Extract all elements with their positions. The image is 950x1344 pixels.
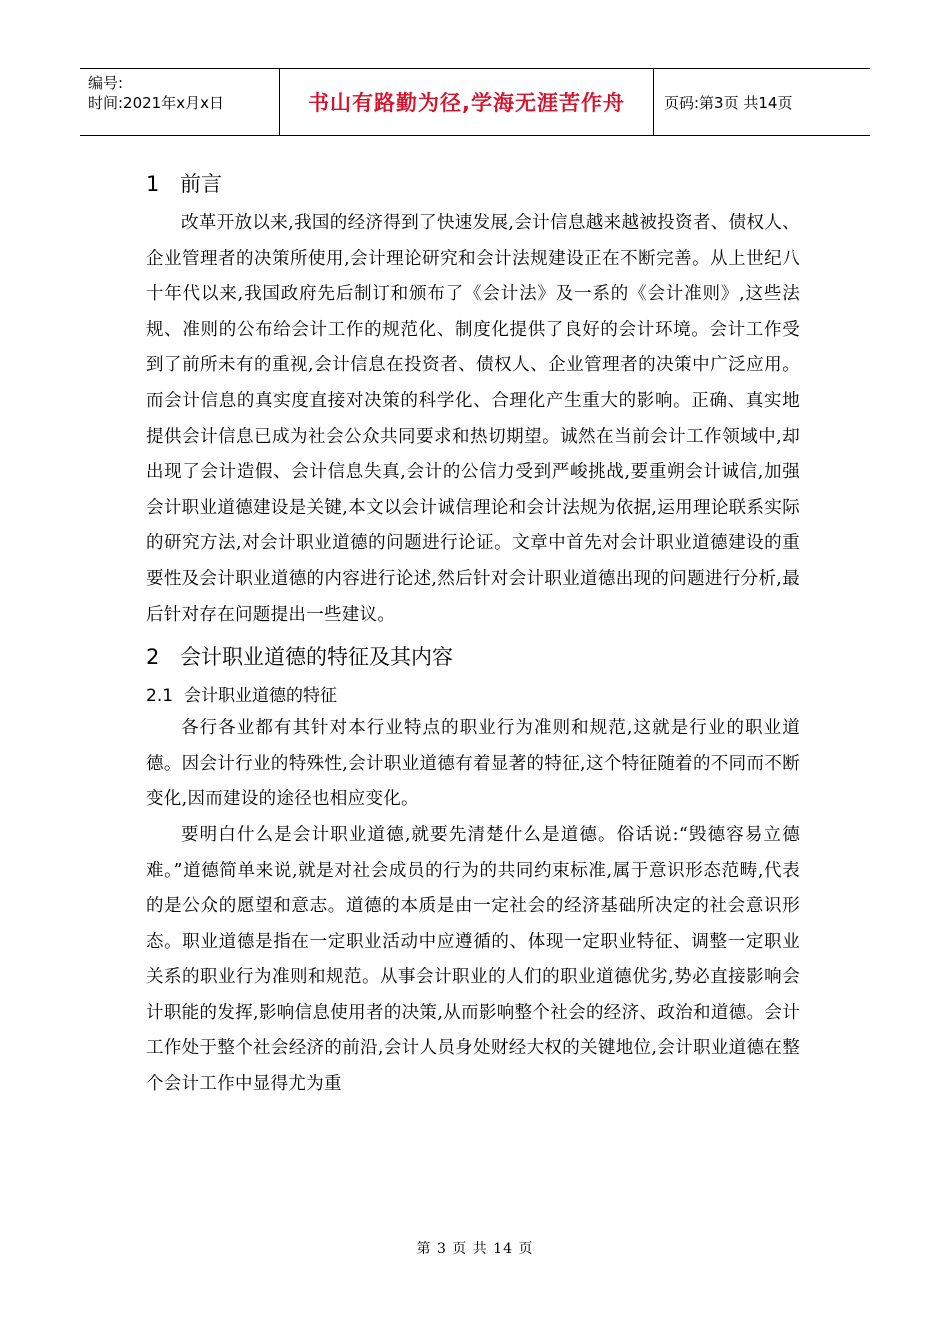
section-title: 会计职业道德的特征及其内容 <box>180 645 453 670</box>
subsection-number: 2.1 <box>146 686 174 707</box>
time-label: 时间:2021年x月x日 <box>88 94 224 112</box>
section-title: 前言 <box>180 172 222 196</box>
section-heading-1 <box>146 166 800 202</box>
document-body <box>146 166 800 1103</box>
header-meta <box>80 69 280 135</box>
number-label: 编号: <box>88 74 124 92</box>
page-header <box>80 68 870 136</box>
section-number: 2 <box>146 645 160 670</box>
subsection-title: 会计职业道德的特征 <box>184 686 337 707</box>
section-heading-2 <box>146 639 800 675</box>
subsection-heading-2-1 <box>146 681 800 711</box>
paragraph: 要明白什么是会计职业道德,就要先清楚什么是道德。俗话说:“毁德容易立德难。”道德简单来说,就是对社会成员的行为的共同约束标准,属于意识形态范畴,代表的是公众的愿望和意志。道德的本质是由一定社会的经济基础所决定的社会意识形态。职业道德是指在一定职业活动中应遵循的、体现一定职业特征、调整一定职业关系的职业行为准则和规范。从事会计职业的人们的职业道德优劣,势必直接影响会计职能的发挥,影响信息使用者的决策,从而影响整个社会的经济、政治和道德。会计工作处于整个社会经济的前沿,会计人员身处财经大权的关键地位,会计职业道德在整个会计工作中显得尤为重 <box>146 824 800 1095</box>
paragraph: 改革开放以来,我国的经济得到了快速发展,会计信息越来越被投资者、债权人、企业管理者的决策所使用,会计理论研究和会计法规建设正在不断完善。从上世纪八十年代以来,我国政府先后制订和颁布了《会计法》及一系的《会计准则》,这些法规、准则的公布给会计工作的规范化、制度化提供了良好的会计环境。会计工作受到了前所未有的重视,会计信息在投资者、债权人、企业管理者的决策中广泛应用。而会计信息的真实度直接对决策的科学化、合理化产生重大的影响。正确、真实地提供会计信息已成为社会公众共同要求和热切期望。诚然在当前会计工作领域中,却出现了会计造假、会计信息失真,会计的公信力受到严峻挑战,要重朔会计诚信,加强会计职业道德建设是关键,本文以会计诚信理论和会计法规为依据,运用理论联系实际的研究方法,对会计职业道德的问题进行论证。文章中首先对会计职业道德建设的重要性及会计职业道德的内容进行论述,然后针对会计职业道德出现的问题进行分析,最后针对存在问题提出一些建议。 <box>146 213 800 625</box>
section-number: 1 <box>146 172 160 196</box>
header-page-info: 页码:第3页 共14页 <box>664 93 793 112</box>
paragraph: 各行各业都有其针对本行业特点的职业行为准则和规范,这就是行业的职业道德。因会计行业的特殊性,会计职业道德有着显著的特征,这个特征随着的不同而不断变化,因而建设的途径也相应变化。 <box>146 718 800 810</box>
header-motto: 书山有路勤为径,学海无涯苦作舟 <box>280 69 654 135</box>
page-footer: 第 3 页 共 14 页 <box>416 1241 534 1257</box>
